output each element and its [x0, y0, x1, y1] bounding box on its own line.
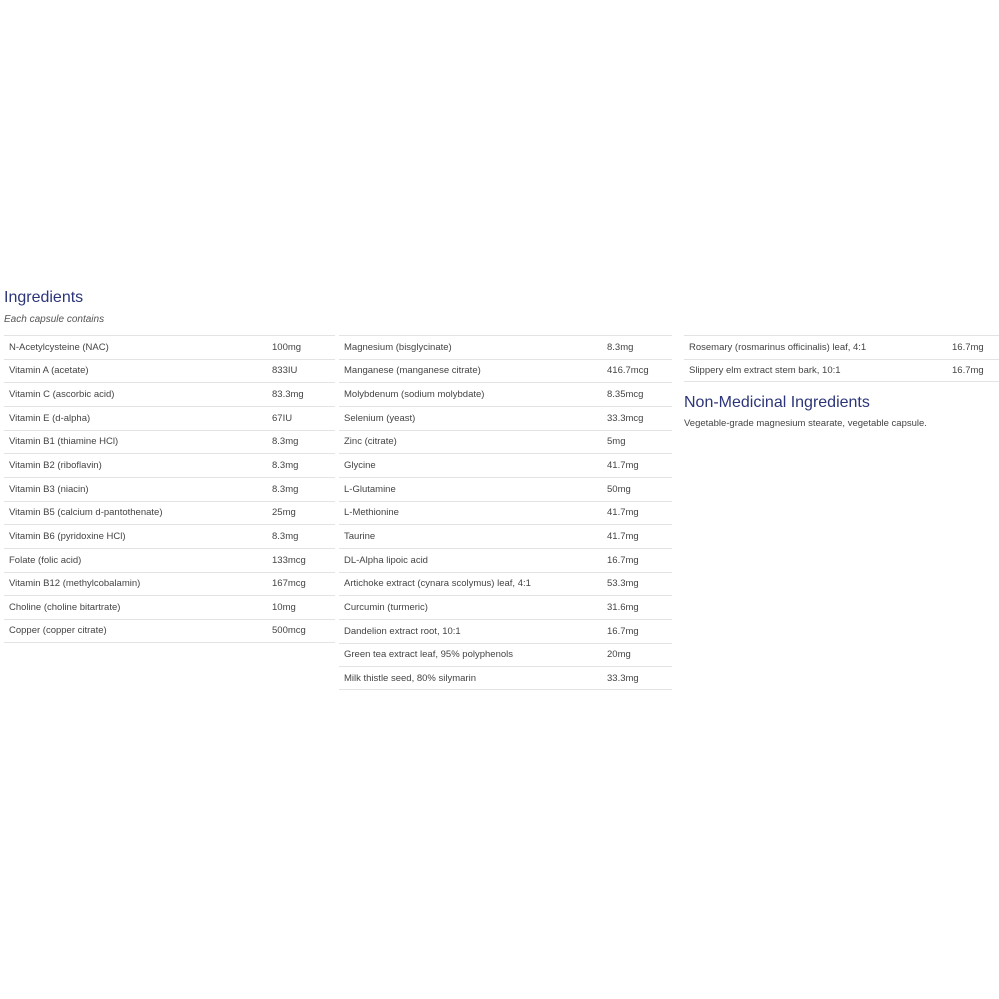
ingredient-amount: 8.3mg	[272, 531, 299, 543]
ingredient-name: Manganese (manganese citrate)	[344, 365, 481, 377]
ingredient-row	[339, 430, 672, 454]
ingredient-name: Curcumin (turmeric)	[344, 602, 428, 614]
ingredient-name: L-Methionine	[344, 507, 399, 519]
ingredient-amount: 41.7mg	[607, 507, 639, 519]
ingredient-amount: 8.3mg	[272, 436, 299, 448]
ingredients-table-column-3	[684, 335, 999, 382]
ingredient-name: L-Glutamine	[344, 483, 396, 495]
ingredient-amount: 50mg	[607, 483, 631, 495]
ingredient-amount: 20mg	[607, 649, 631, 661]
ingredient-amount: 416.7mcg	[607, 365, 649, 377]
ingredient-row	[339, 643, 672, 667]
ingredients-table-column-1	[4, 335, 335, 643]
ingredient-name: Vitamin C (ascorbic acid)	[9, 389, 115, 401]
ingredient-name: Zinc (citrate)	[344, 436, 397, 448]
ingredient-row	[4, 335, 335, 359]
ingredient-name: N-Acetylcysteine (NAC)	[9, 341, 109, 353]
ingredient-amount: 16.7mg	[952, 364, 984, 376]
ingredient-amount: 833IU	[272, 365, 298, 377]
non-medicinal-heading: Non-Medicinal Ingredients	[684, 394, 870, 411]
ingredient-row	[4, 359, 335, 383]
ingredient-row	[339, 619, 672, 643]
ingredient-amount: 33.3mg	[607, 672, 639, 684]
ingredient-name: Taurine	[344, 531, 376, 543]
ingredient-row	[4, 477, 335, 501]
ingredients-heading: Ingredients	[4, 289, 84, 306]
ingredient-name: Vitamin E (d-alpha)	[9, 412, 91, 424]
ingredient-amount: 10mg	[272, 602, 296, 614]
ingredient-amount: 41.7mg	[607, 460, 639, 472]
ingredient-name: Artichoke extract (cynara scolymus) leaf, 4:1	[344, 578, 531, 590]
ingredient-row	[4, 619, 335, 643]
ingredient-amount: 8.3mg	[272, 460, 299, 472]
ingredient-row	[339, 453, 672, 477]
ingredient-name: Vitamin B3 (niacin)	[9, 483, 89, 495]
ingredient-amount: 500mcg	[272, 625, 306, 637]
ingredient-amount: 33.3mcg	[607, 412, 644, 424]
ingredient-row	[4, 430, 335, 454]
ingredient-amount: 5mg	[607, 436, 626, 448]
ingredient-row	[684, 335, 999, 359]
ingredient-amount: 16.7mg	[607, 554, 639, 566]
ingredient-name: Selenium (yeast)	[344, 412, 416, 424]
ingredient-amount: 31.6mg	[607, 602, 639, 614]
ingredient-row	[4, 595, 335, 619]
ingredient-amount: 167mcg	[272, 578, 306, 590]
ingredient-name: Vitamin B6 (pyridoxine HCl)	[9, 531, 126, 543]
ingredient-name: Copper (copper citrate)	[9, 625, 107, 637]
ingredients-table-column-2	[339, 335, 672, 690]
ingredient-name: Magnesium (bisglycinate)	[344, 341, 452, 353]
ingredient-name: DL-Alpha lipoic acid	[344, 554, 428, 566]
ingredient-row	[339, 548, 672, 572]
ingredient-row	[339, 524, 672, 548]
ingredient-row	[339, 572, 672, 596]
ingredient-amount: 67IU	[272, 412, 293, 424]
ingredient-name: Choline (choline bitartrate)	[9, 602, 121, 614]
ingredient-amount: 8.3mg	[272, 483, 299, 495]
ingredient-row	[339, 335, 672, 359]
ingredient-amount: 133mcg	[272, 554, 306, 566]
ingredient-row	[4, 453, 335, 477]
ingredient-name: Folate (folic acid)	[9, 554, 82, 566]
ingredient-name: Rosemary (rosmarinus officinalis) leaf, 4:1	[689, 341, 867, 353]
ingredient-row	[4, 572, 335, 596]
ingredient-row	[339, 595, 672, 619]
ingredient-row	[339, 666, 672, 690]
non-medicinal-text: Vegetable-grade magnesium stearate, vegetable capsule.	[684, 418, 927, 429]
ingredient-row	[339, 382, 672, 406]
ingredient-name: Glycine	[344, 460, 376, 472]
ingredient-amount: 8.3mg	[607, 341, 634, 353]
ingredient-name: Vitamin B5 (calcium d-pantothenate)	[9, 507, 163, 519]
ingredient-name: Vitamin A (acetate)	[9, 365, 89, 377]
ingredient-row	[4, 382, 335, 406]
ingredient-row	[339, 477, 672, 501]
ingredient-amount: 8.35mcg	[607, 389, 644, 401]
ingredient-amount: 25mg	[272, 507, 296, 519]
ingredient-name: Vitamin B12 (methylcobalamin)	[9, 578, 141, 590]
ingredient-amount: 53.3mg	[607, 578, 639, 590]
ingredient-row	[339, 406, 672, 430]
ingredient-name: Dandelion extract root, 10:1	[344, 625, 461, 637]
ingredient-name: Slippery elm extract stem bark, 10:1	[689, 364, 841, 376]
ingredient-row	[339, 359, 672, 383]
each-capsule-subheading: Each capsule contains	[4, 314, 105, 325]
ingredient-row	[4, 406, 335, 430]
ingredient-amount: 83.3mg	[272, 389, 304, 401]
ingredient-row	[4, 501, 335, 525]
ingredient-row	[339, 501, 672, 525]
ingredient-name: Molybdenum (sodium molybdate)	[344, 389, 485, 401]
ingredient-row	[684, 359, 999, 383]
ingredient-amount: 100mg	[272, 341, 302, 353]
ingredient-name: Milk thistle seed, 80% silymarin	[344, 672, 476, 684]
ingredient-row	[4, 524, 335, 548]
ingredient-name: Vitamin B2 (riboflavin)	[9, 460, 102, 472]
ingredient-row	[4, 548, 335, 572]
ingredient-amount: 16.7mg	[607, 625, 639, 637]
ingredient-amount: 41.7mg	[607, 531, 639, 543]
ingredient-amount: 16.7mg	[952, 341, 984, 353]
ingredient-name: Vitamin B1 (thiamine HCl)	[9, 436, 119, 448]
ingredient-name: Green tea extract leaf, 95% polyphenols	[344, 649, 513, 661]
